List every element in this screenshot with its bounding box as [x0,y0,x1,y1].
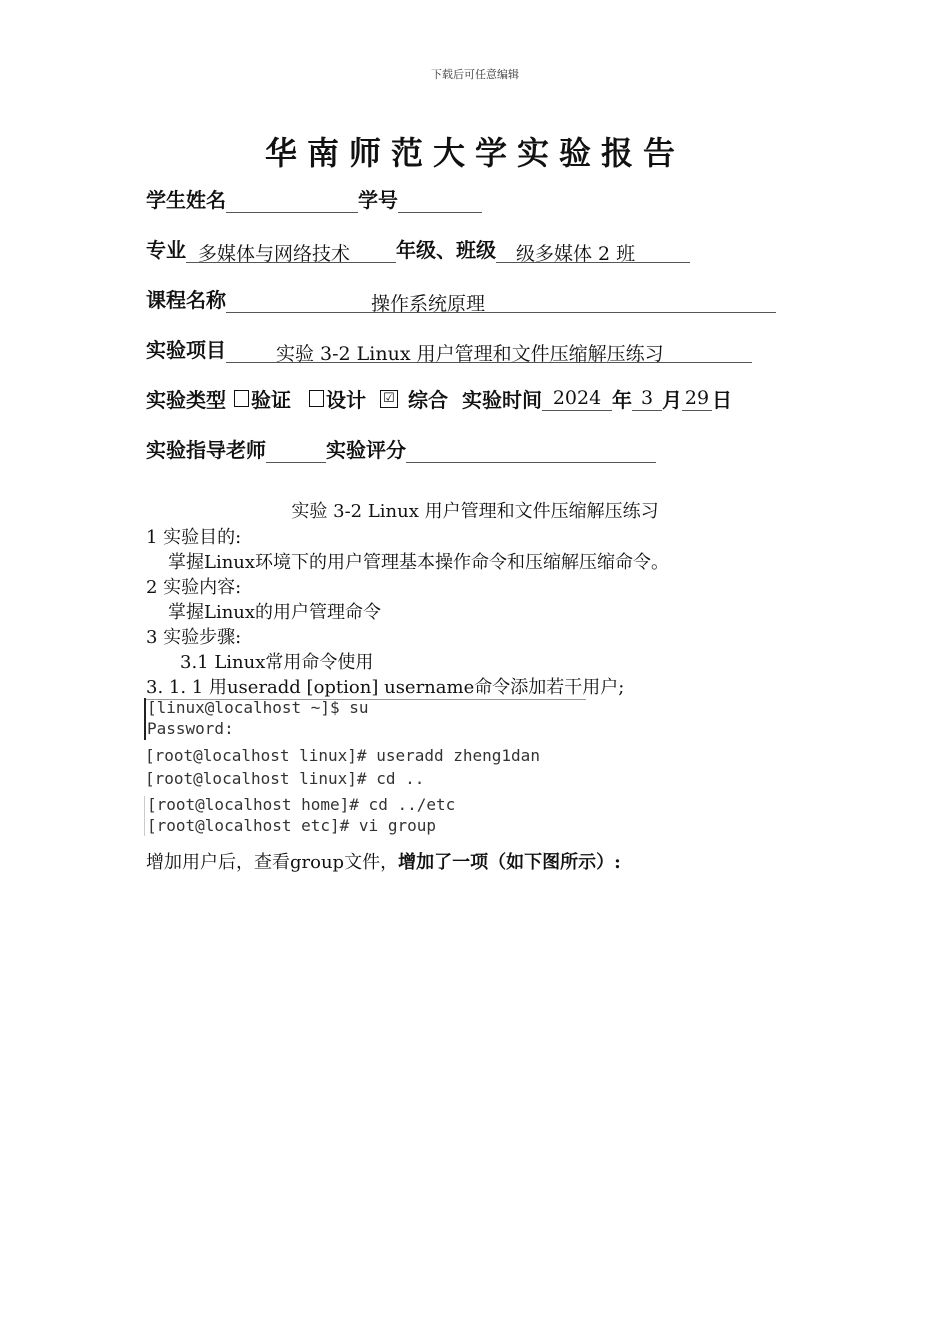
terminal-line: [root@localhost home]# cd ../etc [147,795,456,814]
month-unit: 月 [662,388,682,412]
section-3-item: 3. 1. 1 用useradd [option] username命令添加若干用户; [146,673,586,700]
student-name-field[interactable] [226,189,358,213]
design-checkbox[interactable] [309,390,324,407]
experiment-heading: 实验 3-2 Linux 用户管理和文件压缩解压练习 [291,501,659,522]
row-course [146,284,776,313]
grade-class-label: 年级、班级 [396,238,496,262]
teacher-label: 实验指导老师 [146,438,266,462]
student-name-label: 学生姓名 [146,188,226,212]
day-field[interactable]: 29 [682,387,712,411]
row-name-id [146,184,482,213]
year-field[interactable]: 2024 [542,387,612,411]
score-field[interactable] [406,439,656,463]
project-label: 实验项目 [146,338,226,362]
terminal-line: Password: [147,719,234,738]
section-1-body: 掌握Linux环境下的用户管理基本操作命令和压缩解压缩命令。 [168,552,670,573]
course-field[interactable]: 操作系统原理 [226,289,776,313]
comprehensive-checkbox[interactable]: ☑ [380,390,398,408]
row-teacher-score [146,434,656,463]
header-note: 下载后可任意编辑 [431,68,519,81]
terminal-edge [144,796,145,836]
terminal-line: [root@localhost linux]# useradd zheng1dan [145,746,540,765]
after-text-bold: 增加了一项（如下图所示）: [398,852,621,873]
row-major-grade [146,234,690,263]
design-label: 设计 [326,388,366,412]
year-unit: 年 [612,388,632,412]
course-label: 课程名称 [146,288,226,312]
section-3-title: 3 实验步骤: [146,627,242,648]
terminal-line: [root@localhost linux]# cd .. [145,769,425,788]
student-id-label: 学号 [358,188,398,212]
section-3-sub: 3.1 Linux常用命令使用 [180,652,374,673]
section-2-title: 2 实验内容: [146,577,242,598]
verify-checkbox[interactable] [234,390,249,407]
student-id-field[interactable] [398,189,482,213]
day-unit: 日 [712,388,732,412]
grade-class-field[interactable]: 级多媒体 2 班 [496,239,690,263]
comprehensive-label: 综合 [408,388,448,412]
row-type-time [146,384,732,413]
type-label: 实验类型 [146,388,226,412]
report-title: 华南师范大学实验报告 [264,134,685,172]
after-text [146,848,621,874]
time-label: 实验时间 [462,388,542,412]
month-field[interactable]: 3 [632,387,662,411]
terminal-edge [144,698,146,740]
after-text-normal: 增加用户后，查看group文件， [146,852,399,873]
row-project [146,334,752,363]
verify-label: 验证 [251,388,291,412]
project-field[interactable]: 实验 3-2 Linux 用户管理和文件压缩解压练习 [226,339,752,363]
score-label: 实验评分 [326,438,406,462]
section-1-title: 1 实验目的: [146,527,242,548]
major-label: 专业 [146,238,186,262]
terminal-line: [root@localhost etc]# vi group [147,816,436,835]
section-2-body: 掌握Linux的用户管理命令 [168,602,382,623]
teacher-field[interactable] [266,439,326,463]
terminal-line: [linux@localhost ~]$ su [147,698,369,717]
major-field[interactable]: 多媒体与网络技术 [186,239,396,263]
